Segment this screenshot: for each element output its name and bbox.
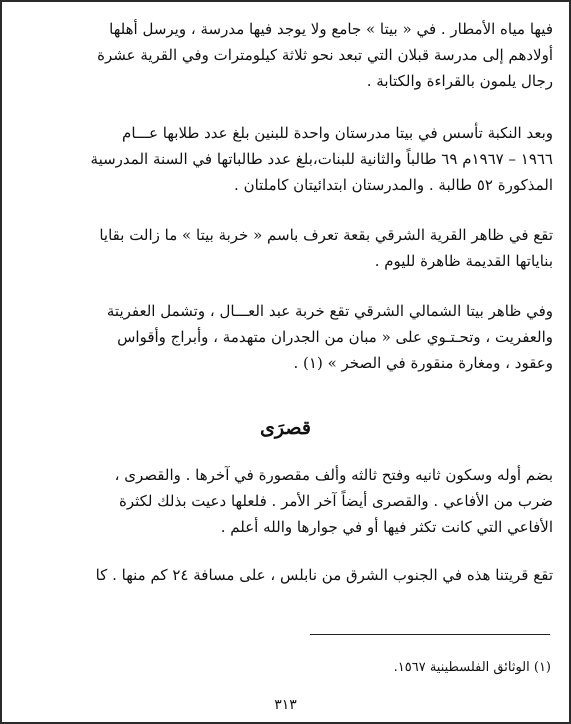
text-line: تقع قريتنا هذه في الجنوب الشرق من نابلس ، على مسافة ٢٤ كم منها . كا <box>95 566 553 584</box>
text-line: بضم أوله وسكون ثانيه وفتح ثالثه وألف مقصورة في آخرها . والقصرى ، <box>114 466 553 484</box>
text-line: وعقود ، ومغارة منقورة في الصخر » (١) . <box>293 354 553 372</box>
text-line: والعفريت ، وتحـتـوي على « مبان من الجدران متهدمة ، وأبراج وأقواس <box>117 328 553 346</box>
section-heading: قصرَى <box>260 417 311 439</box>
text-line: الأفاعي التي كانت تكثر فيها أو في جوارها والله أعلم . <box>220 518 553 536</box>
text-line: رجال يلمون بالقراءة والكتابة . <box>366 72 553 90</box>
document-body <box>18 6 553 588</box>
page-number: ٣١٣ <box>274 697 297 713</box>
text-line: بناياتها القديمة ظاهرة لليوم . <box>374 252 553 270</box>
text-line: أولادهم إلى مدرسة قبلان التي تبعد نحو ثلاثة كيلومترات وفي القرية عشرة <box>97 46 553 64</box>
paragraph-qusra-etymology <box>18 462 553 540</box>
text-line: ١٩٦٦ – ١٩٦٧م ٦٩ طالباً والثانية للبنات،بلغ عدد طالباتها في السنة المدرسية <box>90 150 553 168</box>
paragraph-qusra-location <box>18 562 553 588</box>
paragraph-schools-after-nakba <box>18 120 553 198</box>
text-line: المذكورة ٥٢ طالبة . والمدرستان ابتدائيتان كاملتان . <box>234 176 553 194</box>
text-line: فيها مياه الأمطار . في « بيتا » جامع ولا يوجد فيها مدرسة ، ويرسل أهلها <box>109 20 553 38</box>
text-line: وبعد النكبة تأسس في بيتا مدرستان واحدة للبنين بلغ عدد طلابها عـــام <box>122 124 553 142</box>
footnote: (١) الوثائق الفلسطينية ١٥٦٧. <box>393 660 551 675</box>
text-line: وفي ظاهر بيتا الشمالي الشرقي تقع خربة عبد العـــال ، وتشمل العفريتة <box>106 302 553 320</box>
paragraph-khirbet-beita <box>18 222 553 274</box>
footnote-divider <box>310 634 550 635</box>
paragraph-schools-intro <box>18 16 553 94</box>
text-line: ضرب من الأفاعي . والقصرى أيضاً آخر الأمر . فلعلها دعيت بذلك لكثرة <box>118 492 553 510</box>
paragraph-khirbet-abd-al-aal <box>18 298 553 376</box>
text-line: تقع في ظاهر القرية الشرقي بقعة تعرف باسم « خربة بيتا » ما زالت بقايا <box>99 226 553 244</box>
